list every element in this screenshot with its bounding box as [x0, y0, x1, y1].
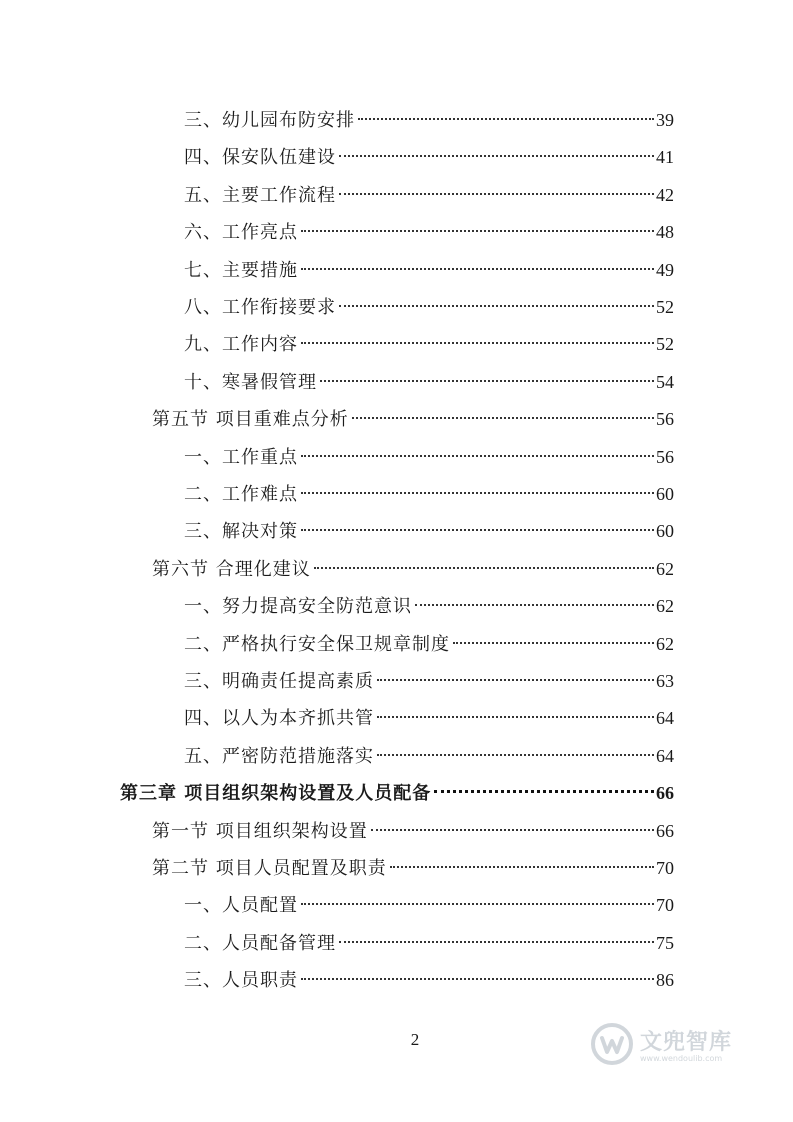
toc-entry-label: 三、明确责任提高素质	[184, 671, 374, 692]
toc-entry-page: 86	[656, 970, 674, 991]
toc-entry-page: 70	[656, 895, 674, 916]
toc-entry-page: 41	[656, 147, 674, 168]
toc-entry-page: 63	[656, 671, 674, 691]
toc-entry-item[interactable]	[184, 292, 674, 322]
toc-dot-leader	[371, 829, 654, 831]
toc-entry-section[interactable]	[152, 404, 674, 434]
toc-entry-item[interactable]	[184, 741, 674, 771]
toc-entry-page: 66	[656, 783, 674, 804]
toc-entry-page: 56	[656, 446, 674, 467]
toc-entry-item[interactable]	[184, 442, 674, 472]
toc-entry-section[interactable]	[152, 853, 674, 883]
toc-entry-label: 第五节 项目重难点分析	[152, 409, 349, 431]
toc-entry-item[interactable]	[184, 928, 674, 958]
toc-dot-leader	[314, 567, 654, 569]
toc-dot-leader	[339, 193, 654, 195]
toc-dot-leader	[320, 380, 654, 382]
toc-dot-leader	[377, 679, 654, 681]
toc-entry-page: 64	[656, 708, 674, 729]
toc-entry-page: 66	[656, 820, 674, 841]
toc-entry-page: 48	[656, 222, 674, 243]
toc-entry-label: 一、努力提高安全防范意识	[184, 596, 412, 618]
toc-entry-item[interactable]	[184, 329, 674, 359]
toc-entry-section[interactable]	[152, 554, 674, 584]
toc-entry-label: 第一节 项目组织架构设置	[152, 820, 368, 842]
toc-entry-page: 62	[656, 558, 674, 579]
toc-entry-section[interactable]	[152, 816, 674, 846]
toc-entry-label: 二、工作难点	[184, 484, 298, 505]
toc-entry-label: 七、主要措施	[184, 259, 298, 281]
toc-entry-page: 39	[656, 110, 674, 130]
toc-entry-page: 54	[656, 371, 674, 392]
toc-entry-label: 一、人员配置	[184, 895, 298, 917]
watermark-url: www.wendoulib.com	[640, 1054, 723, 1063]
toc-dot-leader	[301, 342, 654, 344]
toc-dot-leader	[339, 941, 654, 943]
toc-entry-item[interactable]	[184, 890, 674, 920]
toc-entry-page: 60	[656, 521, 674, 542]
toc-entry-label: 四、以人为本齐抓共管	[184, 708, 374, 730]
toc-entry-label: 第六节 合理化建议	[152, 558, 311, 580]
toc-entry-item[interactable]	[184, 703, 674, 733]
toc-dot-leader	[415, 604, 654, 606]
toc-dot-leader	[301, 529, 654, 531]
toc-entry-label: 第二节 项目人员配置及职责	[152, 858, 387, 879]
toc-entry-item[interactable]	[184, 180, 674, 210]
toc-entry-item[interactable]	[184, 142, 674, 172]
toc-entry-page: 52	[656, 297, 674, 317]
wendou-logo-icon	[590, 1022, 634, 1066]
toc-entry-chapter[interactable]	[120, 778, 674, 808]
toc-entry-page: 62	[656, 633, 674, 654]
toc-entry-label: 五、严密防范措施落实	[184, 745, 374, 767]
toc-entry-page: 56	[656, 409, 674, 430]
toc-entry-item[interactable]	[184, 516, 674, 546]
toc-entry-item[interactable]	[184, 367, 674, 397]
toc-entry-item[interactable]	[184, 479, 674, 509]
toc-entry-page: 42	[656, 184, 674, 205]
toc-entry-item[interactable]	[184, 255, 674, 285]
toc-entry-page: 49	[656, 259, 674, 280]
toc-entry-page: 64	[656, 745, 674, 766]
toc-entry-label: 三、解决对策	[184, 521, 298, 543]
toc-dot-leader	[352, 417, 654, 419]
toc-dot-leader	[301, 903, 654, 905]
toc-entry-label: 五、主要工作流程	[184, 184, 336, 206]
toc-entry-label: 九、工作内容	[184, 334, 298, 356]
toc-dot-leader	[301, 455, 654, 457]
toc-entry-label: 三、幼儿园布防安排	[184, 110, 355, 131]
toc-dot-leader	[377, 754, 654, 756]
toc-entry-item[interactable]	[184, 965, 674, 995]
toc-entry-item[interactable]	[184, 217, 674, 247]
toc-entry-page: 62	[656, 596, 674, 617]
toc-dot-leader	[390, 866, 654, 868]
toc-entry-label: 八、工作衔接要求	[184, 297, 336, 318]
toc-dot-leader	[301, 492, 654, 494]
toc-entry-item[interactable]	[184, 105, 674, 135]
toc-dot-leader	[377, 716, 654, 718]
toc-entry-label: 三、人员职责	[184, 970, 298, 992]
toc-dot-leader	[339, 155, 654, 157]
page-number: 2	[410, 1030, 420, 1049]
watermark-brand: 文兜智库	[640, 1030, 733, 1055]
toc-dot-leader	[301, 978, 654, 980]
toc-entry-item[interactable]	[184, 591, 674, 621]
toc-entry-label: 第三章 项目组织架构设置及人员配备	[120, 783, 432, 805]
toc-dot-leader	[339, 305, 654, 307]
toc-entry-label: 四、保安队伍建设	[184, 147, 336, 169]
toc-dot-leader	[358, 118, 654, 120]
toc-entry-label: 一、工作重点	[184, 446, 298, 468]
toc-entry-label: 十、寒暑假管理	[184, 371, 317, 393]
toc-entry-label: 二、人员配备管理	[184, 932, 336, 954]
toc-dot-leader	[434, 790, 654, 793]
toc-dot-leader	[301, 230, 654, 232]
toc-entry-page: 70	[656, 858, 674, 878]
toc-entry-item[interactable]	[184, 666, 674, 696]
toc-entry-label: 六、工作亮点	[184, 222, 298, 244]
toc-entry-label: 二、严格执行安全保卫规章制度	[184, 633, 450, 655]
toc-dot-leader	[453, 642, 654, 644]
watermark	[590, 1018, 770, 1070]
toc-entry-page: 52	[656, 334, 674, 355]
toc-entry-page: 75	[656, 932, 674, 953]
toc-entry-item[interactable]	[184, 629, 674, 659]
toc-entry-page: 60	[656, 484, 674, 504]
toc-dot-leader	[301, 268, 654, 270]
